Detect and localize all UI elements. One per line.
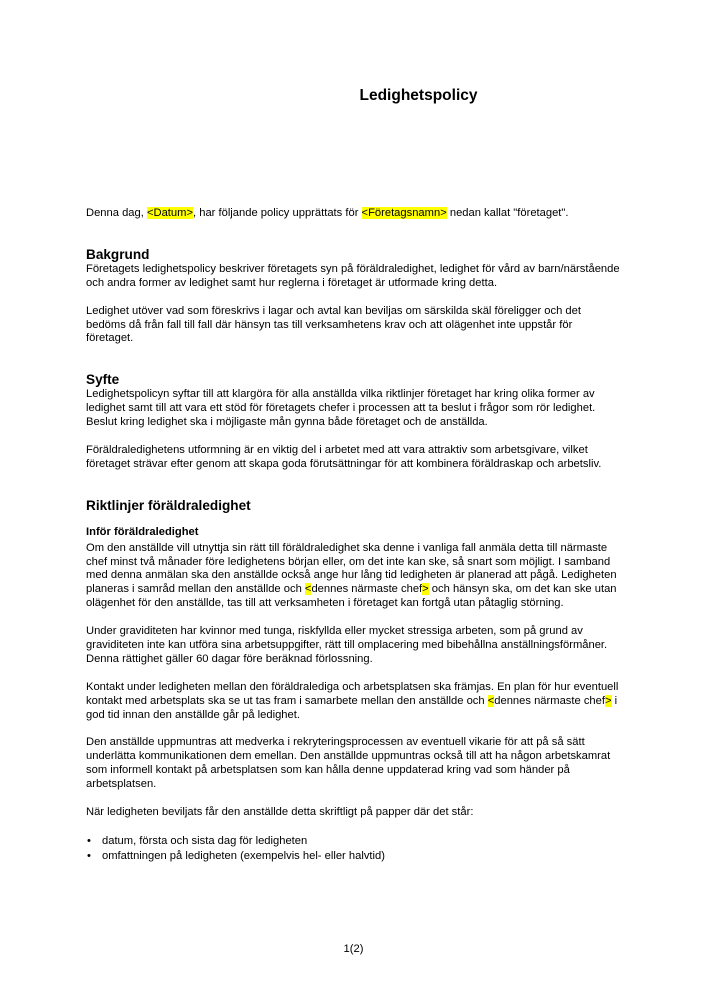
bullet-icon: • [87,849,91,862]
heading-syfte: Syfte [86,372,120,388]
list-item [86,849,621,864]
syfte-paragraph-1: Ledighetspolicyn syftar till att klargöra för alla anställda vilka riktlinjer företaget har kring olika former av ledighet samt till att vara ett stöd för företagets chefer i processen att ta beslut i frågor som rör ledighet. Beslut kring ledighet ska i möjligaste mån gynna både företaget och de anställda. [86,388,596,429]
bakgrund-paragraph-2: Ledighet utöver vad som föreskrivs i lagar och avtal kan beviljas om särskilda skäl föreligger och det bedöms då från fall till fall där hänsyn tas till verksamhetens krav och att olägenhet inte uppstår för företaget. [86,304,581,345]
manager-placeholder-text-2: dennes närmaste chef [494,694,605,707]
riktlinjer-p1-text-end: och hänsyn ska, om det kan ske utan olägenhet för den anställde, tas till att verksamheten i företaget kan fortgå utan påtaglig störning. [86,583,617,610]
heading-riktlinjer: Riktlinjer föräldraledighet [86,497,251,513]
manager-placeholder-open-2: < [487,694,495,707]
ledighet-details-list [86,834,621,864]
document-body [86,207,621,864]
riktlinjer-paragraph-5: När ledigheten beviljats får den anställde detta skriftligt på papper där det står: [86,805,474,818]
riktlinjer-paragraph-3 [86,681,621,723]
heading-bakgrund: Bakgrund [86,246,150,262]
intro-text-middle: , har följande policy upprättats för [193,207,362,219]
bullet-icon: • [87,834,91,847]
subheading-infor-foraldraledighet: Inför föräldraledighet [86,525,199,538]
manager-placeholder-text: dennes närmaste chef [311,583,423,596]
page-number: 1(2) [343,943,364,955]
list-item [86,834,621,849]
intro-text-start: Denna dag, [86,207,147,219]
list-item-text: omfattningen på ledigheten (exempelvis hel- eller halvtid) [102,849,385,862]
riktlinjer-paragraph-4: Den anställde uppmuntras att medverka i rekryteringsprocessen av eventuell vikarie för att på så sätt underlätta kommunikationen dem emellan. Den anställde uppmuntras också till att ha någon arbetskamrat som informell kontakt på arbetsplatsen som kan hålla denne uppdaterad kring vad som händer på arbetsplatsen. [86,736,611,791]
intro-paragraph [86,207,621,221]
intro-text-end: nedan kallat "företaget". [446,207,569,219]
manager-placeholder-open: < [304,583,312,596]
syfte-paragraph-2: Föräldraledighetens utformning är en viktig del i arbetet med att vara attraktiv som arbetsgivare, vilket företaget strävar efter genom att skapa goda förutsättningar för att kombinera föräldraskap och arbetsliv. [86,443,602,470]
manager-placeholder-close-2: > [604,694,612,707]
riktlinjer-paragraph-1 [86,542,621,612]
list-item-text: datum, första och sista dag för ledigheten [102,834,308,847]
manager-placeholder-close: > [422,583,429,596]
riktlinjer-p1-text-start: Om den anställde vill utnyttja sin rätt till föräldraledighet ska denne i vanliga fall anmäla detta till närmaste chef minst två månader före ledighetens början eller, om det inte kan ske, så snart som möjligt. I samband med denna anmälan ska den anställde också ange hur lång tid ledigheten är planerad att pågå. Ledigheten planeras i samråd mellan den anställde och [86,541,617,596]
bakgrund-paragraph-1: Företagets ledighetspolicy beskriver företagets syn på föräldraledighet, ledighet för vård av barn/närstående och andra former av ledighet samt hur reglerna i företaget är utformade kring detta. [86,262,620,289]
riktlinjer-p3-text-end: i god tid innan den anställde går på ledighet. [86,694,618,721]
date-placeholder: <Datum> [146,207,193,219]
riktlinjer-paragraph-2: Under graviditeten har kvinnor med tunga, riskfyllda eller mycket stressiga arbeten, som på grund av graviditeten inte kan utföra sina arbetsuppgifter, rätt till omplacering med bibehållna anställningsförmåner. Denna rättighet gäller 60 dagar före beräknad förlossning. [86,625,608,665]
document-title: Ledighetspolicy [359,87,478,104]
company-placeholder: <Företagsnamn> [361,207,447,219]
riktlinjer-p3-text-start: Kontakt under ledigheten mellan den föräldralediga och arbetsplatsen ska främjas. En plan för hur eventuell kontakt med arbetsplats ska se ut tas fram i samarbete mellan den anställde och [86,680,619,707]
